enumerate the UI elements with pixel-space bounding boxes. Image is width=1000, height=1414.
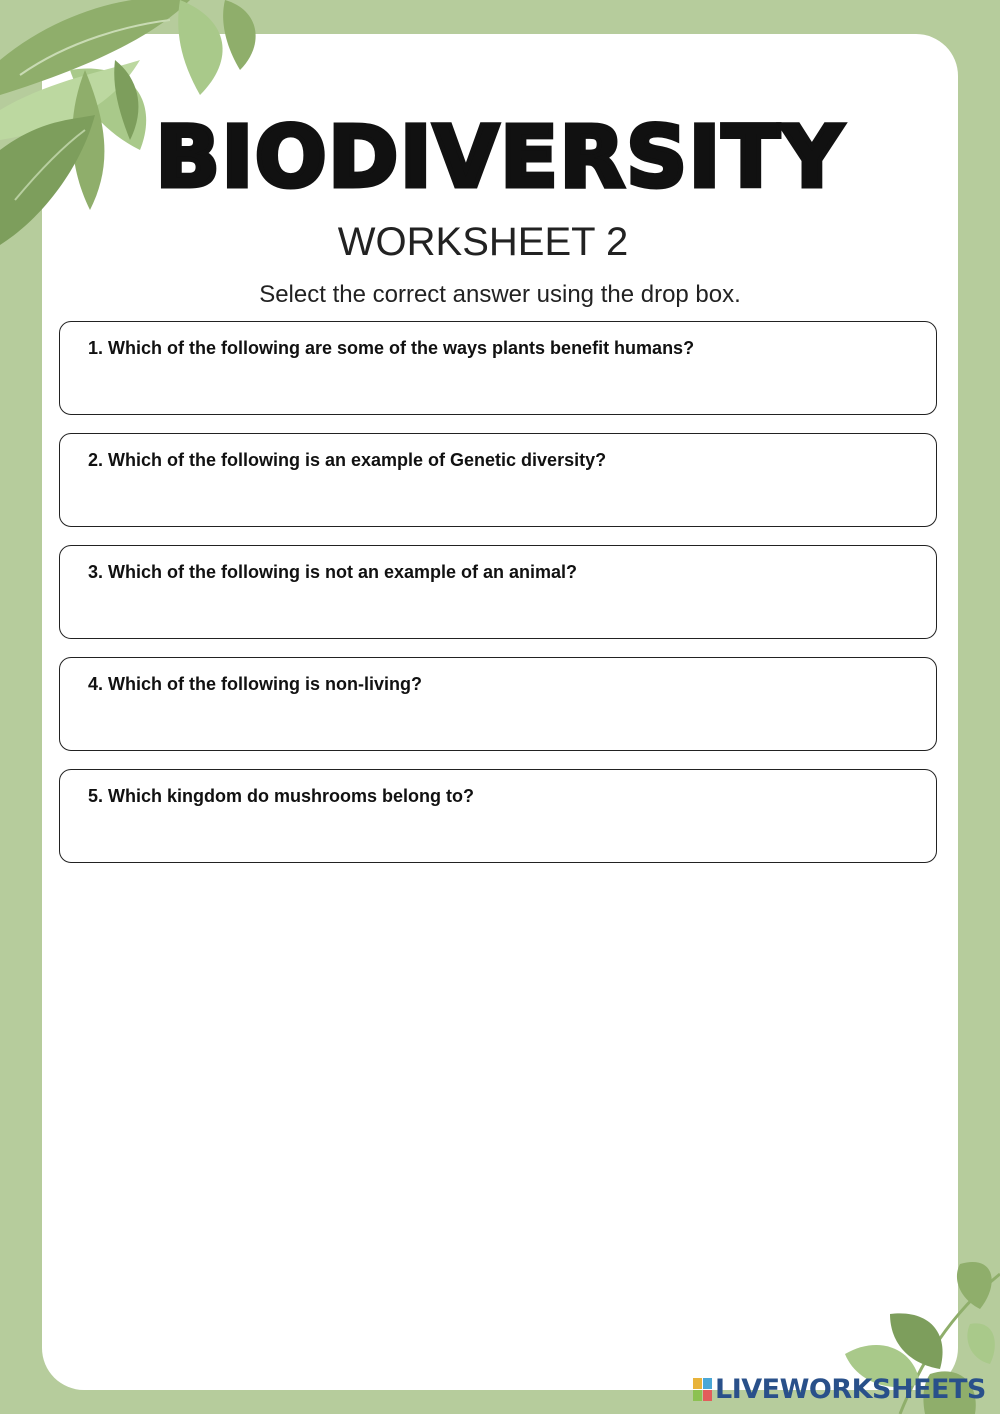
instructions-text: Select the correct answer using the drop box. (259, 281, 741, 308)
logo-icon (693, 1378, 713, 1402)
worksheet-subtitle: WORKSHEET 2 (337, 220, 629, 264)
question-text: 4. Which of the following is non-living? (88, 674, 422, 694)
question-box-1 (59, 321, 937, 415)
question-text: 3. Which of the following is not an example of an animal? (88, 562, 578, 582)
question-text: 2. Which of the following is an example of Genetic diversity? (88, 450, 607, 470)
question-box-2 (59, 433, 937, 527)
logo-text: LIVEWORKSHEETS (715, 1374, 986, 1405)
question-box-4 (59, 657, 937, 751)
question-box-3 (59, 545, 937, 639)
question-text: 1. Which of the following are some of the ways plants benefit humans? (88, 338, 695, 358)
question-text: 5. Which kingdom do mushrooms belong to? (88, 786, 474, 806)
liveworksheets-logo (693, 1374, 986, 1405)
page-title: BIODIVERSITY (155, 108, 845, 206)
question-box-5 (59, 769, 937, 863)
